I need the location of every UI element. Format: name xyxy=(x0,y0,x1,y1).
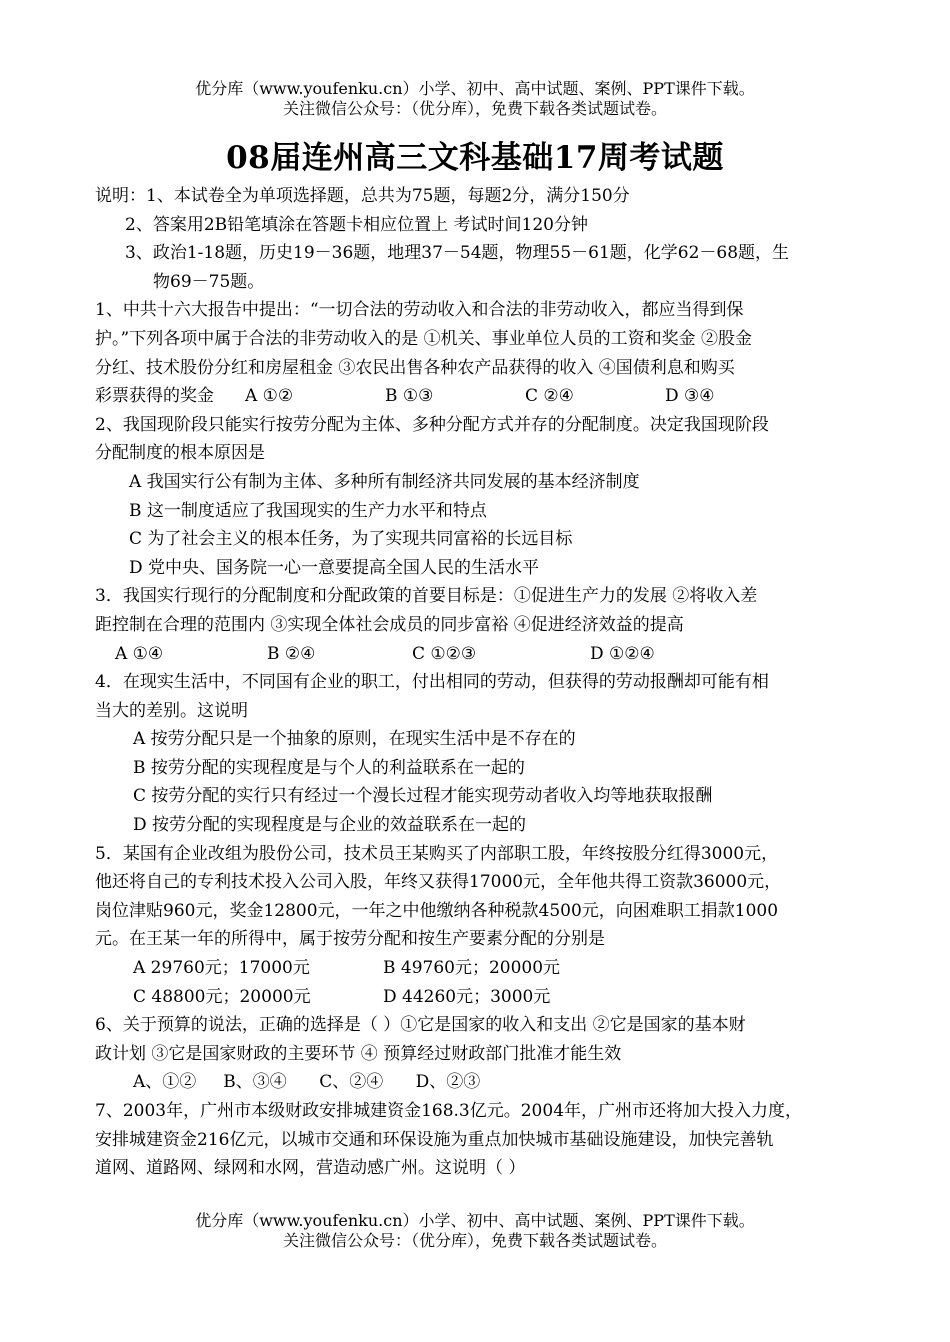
q2-line-2: 分配制度的根本原因是 xyxy=(95,443,265,464)
q2-option-d: D 党中央、国务院一心一意要提高全国人民的生活水平 xyxy=(129,557,540,578)
q3-options xyxy=(95,640,865,669)
q3-option-c: C ①②③ xyxy=(412,643,477,664)
q3-line-1: 3．我国实行现行的分配制度和分配政策的首要目标是：①促进生产力的发展 ②将收入差 xyxy=(95,586,758,607)
q3-option-b: B ②④ xyxy=(267,643,316,664)
q6-options: A、①② B、③④ C、②④ D、②③ xyxy=(133,1072,481,1093)
footer-line-2: 关注微信公众号：（优分库），免费下载各类试题试卷。 xyxy=(282,1231,667,1250)
q5-option-b: B 49760元；20000元 xyxy=(383,958,561,979)
q1-option-c: C ②④ xyxy=(525,386,574,407)
page-title: 08届连州高三文科基础17周考试题 xyxy=(226,140,724,176)
header-line-2: 关注微信公众号：（优分库），免费下载各类试题试卷。 xyxy=(282,99,667,118)
instruction-3-cont: 物69－75题。 xyxy=(153,271,265,292)
q4-option-a: A 按劳分配只是一个抽象的原则，在现实生活中是不存在的 xyxy=(133,729,576,750)
q3-option-d: D ①②④ xyxy=(590,643,655,664)
header-line-1: 优分库（www.youfenku.cn）小学、初中、高中试题、案例、PPT课件下载。 xyxy=(195,79,755,98)
q5-line-1: 5．某国有企业改组为股份公司，技术员王某购买了内部职工股，年终按股分红得3000元， xyxy=(95,843,779,864)
q2-option-c: C 为了社会主义的根本任务，为了实现共同富裕的长远目标 xyxy=(129,529,573,550)
q2-option-a: A 我国实行公有制为主体、多种所有制经济共同发展的基本经济制度 xyxy=(129,471,640,492)
q4-option-c: C 按劳分配的实行只有经过一个漫长过程才能实现劳动者收入均等地获取报酬 xyxy=(133,786,713,807)
q5-options-row-2 xyxy=(95,983,865,1012)
q2-option-b: B 这一制度适应了我国现实的生产力水平和特点 xyxy=(129,500,487,521)
q7-line-3: 道网、道路网、绿网和水网，营造动感广州。这说明（ ） xyxy=(95,1158,526,1179)
q7-line-1: 7、2003年，广州市本级财政安排城建资金168.3亿元。2004年，广州市还将加大投入力度， xyxy=(95,1101,803,1121)
q2-line-1: 2、我国现阶段只能实行按劳分配为主体、多种分配方式并存的分配制度。决定我国现阶段 xyxy=(95,414,769,435)
instruction-2: 2、答案用2B铅笔填涂在答题卡相应位置上 考试时间120分钟 xyxy=(125,214,588,235)
q6-line-2: 政计划 ③它是国家财政的主要环节 ④ 预算经过财政部门批准才能生效 xyxy=(95,1043,622,1064)
q1-line-1: 1、中共十六大报告中提出：“一切合法的劳动收入和合法的非劳动收入，都应当得到保 xyxy=(95,300,744,321)
q1-line-4-text: 彩票获得的奖金 xyxy=(95,386,214,407)
q1-option-a: A ①② xyxy=(245,386,294,407)
q5-option-d: D 44260元；3000元 xyxy=(383,986,551,1007)
q5-option-c: C 48800元；20000元 xyxy=(133,986,311,1007)
exam-body xyxy=(95,182,865,1183)
q5-options-row-1 xyxy=(95,954,865,983)
instruction-1: 说明：1、本试卷全为单项选择题，总共为75题，每题2分，满分150分 xyxy=(95,186,630,206)
q4-option-b: B 按劳分配的实现程度是与个人的利益联系在一起的 xyxy=(133,757,525,778)
q1-option-b: B ①③ xyxy=(385,386,434,407)
q5-option-a: A 29760元；17000元 xyxy=(133,958,310,979)
q1-line-2: 护。”下列各项中属于合法的非劳动收入的是 ①机关、事业单位人员的工资和奖金 ②股金 xyxy=(95,328,752,349)
q4-option-d: D 按劳分配的实现程度是与企业的效益联系在一起的 xyxy=(133,815,527,836)
q4-line-1: 4．在现实生活中，不同国有企业的职工，付出相同的劳动，但获得的劳动报酬却可能有相 xyxy=(95,672,769,693)
q1-line-3: 分红、技术股份分红和房屋租金 ③农民出售各种农产品获得的收入 ④国债利息和购买 xyxy=(95,357,735,378)
q5-line-4: 元。在王某一年的所得中，属于按劳分配和按生产要素分配的分别是 xyxy=(95,929,605,950)
q7-line-2: 安排城建资金216亿元，以城市交通和环保设施为重点加快城市基础设施建设，加快完善轨 xyxy=(95,1129,774,1150)
q3-line-2: 距控制在合理的范围内 ③实现全体社会成员的同步富裕 ④促进经济效益的提高 xyxy=(95,614,684,635)
footer-line-1: 优分库（www.youfenku.cn）小学、初中、高中试题、案例、PPT课件下载。 xyxy=(195,1211,755,1230)
q4-line-2: 当大的差别。这说明 xyxy=(95,700,248,721)
q5-line-2: 他还将自己的专利技术投入公司入股，年终又获得17000元，全年他共得工资款36000元， xyxy=(95,872,782,893)
q1-line-4 xyxy=(95,382,865,411)
q3-option-a: A ①④ xyxy=(115,643,164,664)
q5-line-3: 岗位津贴960元，奖金12800元，一年之中他缴纳各种税款4500元，向困难职工捐款1000 xyxy=(95,900,779,921)
q6-line-1: 6、关于预算的说法，正确的选择是（ ）①它是国家的收入和支出 ②它是国家的基本财 xyxy=(95,1015,746,1036)
instruction-3: 3、政治1-18题，历史19－36题，地理37－54题，物理55－61题，化学62－68题，生 xyxy=(125,243,790,264)
q1-option-d: D ③④ xyxy=(665,386,715,407)
